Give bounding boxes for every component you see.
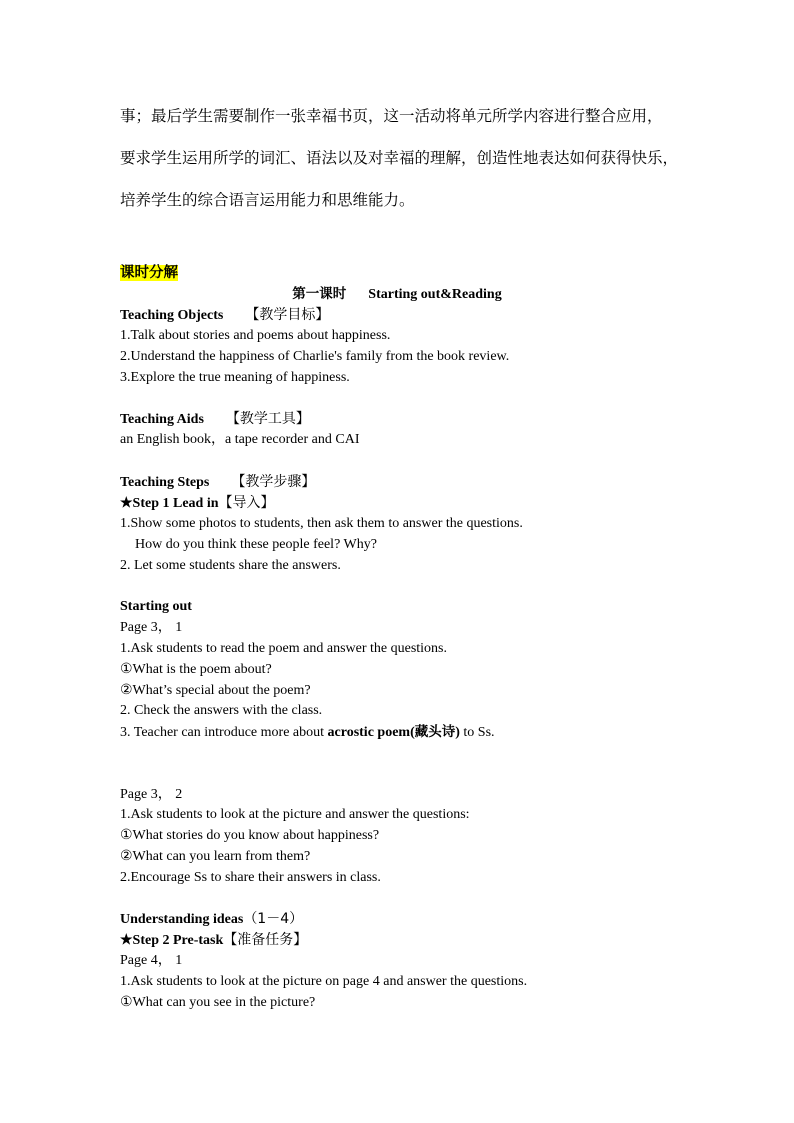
- understanding-heading-en: Understanding ideas: [120, 912, 244, 927]
- starting-out-item-4: 1.Ask students to look at the picture and answer the questions:: [120, 807, 470, 822]
- understanding-heading-range: （1－4）: [243, 911, 304, 927]
- step2-label-en: ★Step 2 Pre-task: [120, 933, 224, 948]
- aids-text: an English book，a tape recorder and CAI: [120, 432, 360, 447]
- objects-heading-en: Teaching Objects: [120, 308, 224, 323]
- understanding-q1: ①What can you see in the picture?: [120, 995, 316, 1010]
- understanding-page: Page 4， 1: [120, 953, 183, 968]
- item3-bold-cn: 藏头诗: [414, 724, 456, 740]
- aids-heading: [120, 410, 310, 429]
- understanding-item-1: 1.Ask students to look at the picture on page 4 and answer the questions.: [120, 974, 528, 989]
- objects-item-3: 3.Explore the true meaning of happiness.: [120, 370, 350, 385]
- objects-item-1: 1.Talk about stories and poems about happiness.: [120, 328, 391, 343]
- starting-out-q1: ①What is the poem about?: [120, 662, 272, 677]
- item3-bold-end: ): [455, 725, 460, 740]
- objects-heading: [120, 306, 329, 325]
- intro-line-3: 培养学生的综合语言运用能力和思维能力。: [120, 191, 415, 209]
- aids-heading-cn: 【教学工具】: [225, 411, 310, 427]
- objects-heading-cn: 【教学目标】: [245, 307, 330, 323]
- starting-out-q4: ②What can you learn from them?: [120, 849, 311, 864]
- starting-out-item-3: [120, 723, 495, 742]
- objects-item-2: 2.Understand the happiness of Charlie's family from the book review.: [120, 349, 510, 364]
- step1-item-2: 2. Let some students share the answers.: [120, 558, 341, 573]
- starting-out-item-2: 2. Check the answers with the class.: [120, 703, 323, 718]
- lesson-title: [0, 285, 794, 304]
- starting-out-page-2: Page 3， 2: [120, 787, 183, 802]
- item3-bold: acrostic poem(: [327, 725, 415, 740]
- item3-post: to Ss.: [459, 725, 495, 740]
- steps-heading-cn: 【教学步骤】: [231, 474, 316, 490]
- steps-heading-en: Teaching Steps: [120, 475, 210, 490]
- starting-out-q3: ①What stories do you know about happiness?: [120, 828, 380, 843]
- starting-out-heading: Starting out: [120, 599, 192, 614]
- step1-item-1-sub: How do you think these people feel? Why?: [135, 537, 377, 552]
- section-label: [120, 264, 178, 283]
- starting-out-item-5: 2.Encourage Ss to share their answers in class.: [120, 870, 381, 885]
- step2-label-cn: 【准备任务】: [223, 932, 308, 948]
- lesson-title-en: Starting out&Reading: [368, 287, 502, 302]
- item3-pre: 3. Teacher can introduce more about: [120, 725, 328, 740]
- starting-out-page-1: Page 3， 1: [120, 620, 183, 635]
- intro-line-2: 要求学生运用所学的词汇、语法以及对幸福的理解，创造性地表达如何获得快乐，: [120, 149, 679, 167]
- steps-heading: [120, 473, 315, 492]
- intro-line-1: 事；最后学生需要制作一张幸福书页，这一活动将单元所学内容进行整合应用，: [120, 107, 663, 125]
- aids-heading-en: Teaching Aids: [120, 412, 204, 427]
- understanding-heading: [120, 910, 303, 929]
- section-label-highlight: 课时分解: [120, 265, 178, 281]
- step1-label: [120, 494, 275, 513]
- step1-item-1: 1.Show some photos to students, then ask them to answer the questions.: [120, 516, 523, 531]
- starting-out-q2: ②What’s special about the poem?: [120, 683, 311, 698]
- starting-out-item-1: 1.Ask students to read the poem and answer the questions.: [120, 641, 447, 656]
- step1-label-cn: 【导入】: [218, 495, 275, 511]
- lesson-title-cn: 第一课时: [292, 286, 347, 302]
- step1-label-en: ★Step 1 Lead in: [120, 496, 219, 511]
- step2-label: [120, 931, 307, 950]
